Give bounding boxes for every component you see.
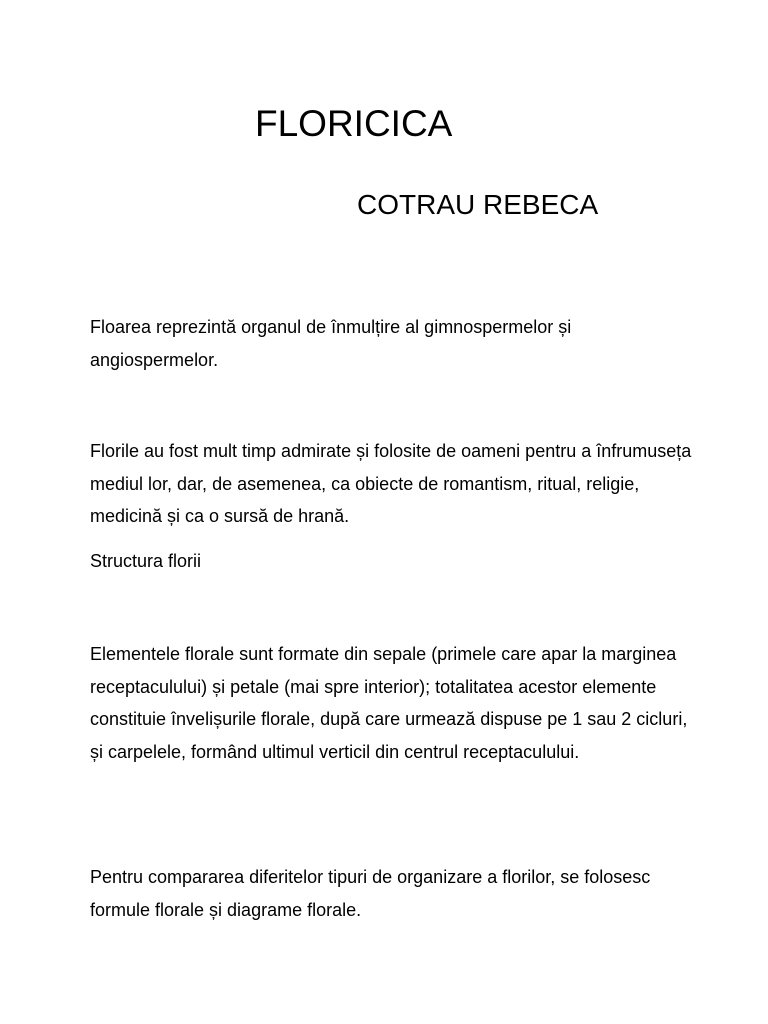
paragraph-formulas: Pentru compararea diferitelor tipuri de organizare a florilor, se folosesc formule florale și diagrame florale. [90,867,651,920]
paragraph-definition: Floarea reprezintă organul de înmulțire al gimnospermelor și angiospermelor. [90,317,572,370]
paragraph-structure: Elementele florale sunt formate din sepale (primele care apar la marginea receptaculului) și petale (mai spre interior); totalitatea acestor elemente constituie învelișurile florale, după care urmează dispuse pe 1 sau 2 cicluri, și carpelele, formând ultimul verticil din centrul receptaculului. [90,644,688,762]
document-author: COTRAU REBECA [357,189,599,220]
section-heading: Structura florii [90,551,202,571]
document-title: FLORICICA [255,103,453,144]
paragraph-uses: Florile au fost mult timp admirate și folosite de oameni pentru a înfrumuseța mediul lor, dar, de asemenea, ca obiecte de romantism, ritual, religie, medicină și ca o sursă de hrană. [90,441,692,526]
